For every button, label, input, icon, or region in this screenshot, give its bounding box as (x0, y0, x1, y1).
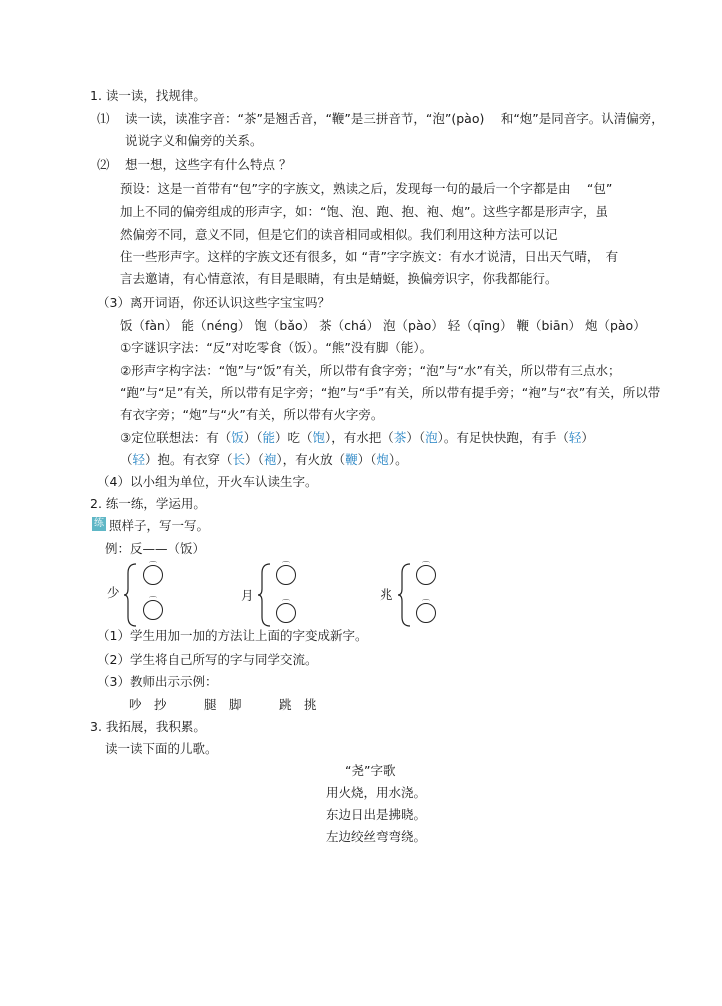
circle-1 (143, 565, 163, 585)
step-3: （3）教师出示示例： (97, 674, 218, 689)
circle-4 (276, 603, 296, 623)
method-1: ①字谜识字法：“反”对吃零食（饭）。“熊”没有脚（能）。 (120, 340, 433, 355)
poem-title: “尧”字歌 (345, 763, 396, 778)
preset-line-1: 预设：这是一首带有“包”字的字族文，熟读之后，发现每一句的最后一个字都是由 “包” (120, 181, 613, 196)
poem-line-3: 左边绞丝弯弯绕。 (326, 829, 427, 844)
item-1-text-cont: 说说字义和偏旁的关系。 (125, 133, 263, 148)
heading-3: 3. 我拓展，我积累。 (90, 719, 206, 734)
step-1: （1）学生用加一加的方法让上面的字变成新字。 (97, 628, 368, 643)
heading-1: 1. 读一读，找规律。 (90, 88, 206, 103)
method-2b: “跑”与“足”有关，所以带有足字旁；“抱”与“手”有关，所以带有提手旁；“袍”与“衣”有关，所以带 (120, 385, 661, 400)
preset-line-2: 加上不同的偏旁组成的形声字，如：“饱、泡、跑、抱、袍、炮”。这些字都是形声字，虽 (120, 204, 608, 219)
poem-line-1: 用火烧，用水浇。 (326, 785, 427, 800)
circle-3 (276, 565, 296, 585)
method-2a: ②形声字构字法：“饱”与“饭”有关，所以带有食字旁；“泡”与“水”有关，所以带有三点水； (120, 363, 621, 378)
exercise-title: 照样子，写一写。 (109, 518, 210, 533)
exercise-example: 例：反——（饭） (105, 541, 206, 556)
read-instruction: 读一读下面的儿歌。 (105, 741, 218, 756)
method-3-line-1: ③定位联想法：有（饭）（能）吃（饱），有水把（茶）（泡）。有足快快跑，有手（轻） (120, 430, 594, 445)
bracket-icon (258, 563, 272, 627)
item-3-text: （3）离开词语，你还认识这些字宝宝吗？ (97, 295, 330, 310)
circle-6 (416, 603, 436, 623)
method-2c: 有衣字旁；“炮”与“火”有关，所以带有火字旁。 (120, 407, 384, 422)
item-1-text: 读一读，读准字音：“茶”是翘舌音，“鞭”是三拼音节，“泡”(pào) 和“炮”是同音字。认清偏旁， (125, 111, 664, 126)
item-2-text: 想一想，这些字有什么特点 ？ (125, 157, 292, 172)
step-2: （2）学生将自己所写的字与同学交流。 (97, 652, 318, 667)
preset-line-5: 言去邀请，有心情意浓，有目是眼睛，有虫是蜻蜓，换偏旁识字，你我都能行。 (120, 271, 558, 286)
bracket-icon (124, 563, 138, 627)
practice-icon: 练 (94, 518, 104, 529)
bracket-icon (398, 563, 412, 627)
preset-line-3: 然偏旁不同，意义不同，但是它们的读音相同或相似。我们利用这种方法可以记 (120, 227, 558, 242)
pinyin-line: 饭（fàn） 能（néng） 饱（bǎo） 茶（chá） 泡（pào） 轻（qīng） 鞭（biān） 炮（pào） (120, 318, 646, 333)
method-3-line-2: （轻）抱。有衣穿（长）（袍），有火放（鞭）（炮）。 (120, 452, 408, 467)
circle-5 (416, 565, 436, 585)
heading-2: 2. 练一练，学运用。 (90, 496, 206, 511)
char-yue: 月 (241, 588, 254, 603)
char-zhao: 兆 (380, 587, 393, 602)
item-1-number: ⑴ (97, 111, 110, 126)
circle-2 (143, 600, 163, 620)
preset-line-4: 住一些形声字。这样的字族文还有很多，如 “青”字字族文：有水才说清，日出天气晴， 有 (120, 249, 619, 264)
example-words: 吵 抄 腿 脚 跳 挑 (129, 697, 317, 712)
char-shao: 少 (107, 585, 120, 600)
item-4-text: （4）以小组为单位，开火车认读生字。 (97, 474, 318, 489)
item-2-number: ⑵ (97, 157, 110, 172)
poem-line-2: 东边日出是拂晓。 (326, 807, 427, 822)
